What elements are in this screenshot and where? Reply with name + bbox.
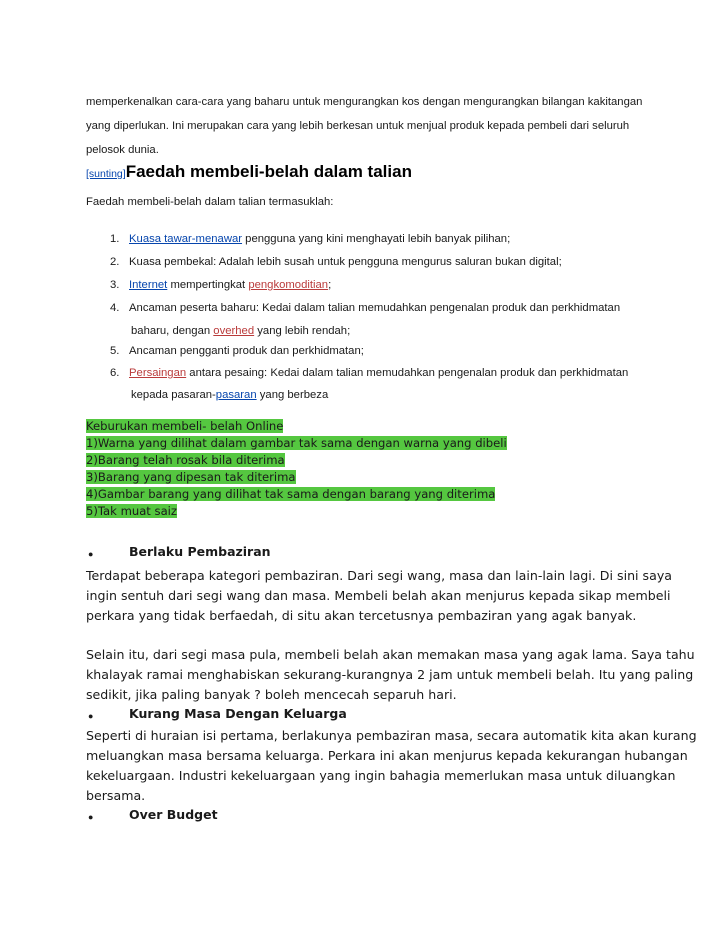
list-number: 1. — [110, 233, 120, 245]
block-heading: Berlaku Pembaziran — [129, 544, 271, 559]
block-heading: Over Budget — [129, 807, 218, 822]
list-number: 5. — [110, 345, 120, 357]
paragraph-line: Selain itu, dari segi masa pula, membeli belah akan memakan masa yang agak lama. Saya tahu — [86, 647, 695, 662]
paragraph-line: kekeluargaan. Industri kekeluargaan yang ingin bahagia memerlukan masa untuk diluangkan — [86, 768, 676, 783]
list-number: 6. — [110, 367, 120, 379]
intro-line: memperkenalkan cara-cara yang baharu untuk mengurangkan kos dengan mengurangkan bilangan kakitangan — [86, 96, 643, 108]
link-pasaran[interactable]: pasaran — [215, 389, 257, 401]
list-text: yang lebih rendah; — [254, 325, 351, 337]
section-lead: Faedah membeli-belah dalam talian termasuklah: — [86, 196, 334, 208]
list-text: mempertingkat — [167, 279, 249, 291]
drawback-item: 1)Warna yang dilihat dalam gambar tak sama dengan warna yang dibeli — [86, 436, 507, 450]
paragraph-line: khalayak ramai menghabiskan sekurang-kurangnya 2 jam untuk membeli belah. Itu yang paling — [86, 667, 694, 682]
list-number: 3. — [110, 279, 120, 291]
drawback-item: 2)Barang telah rosak bila diterima — [86, 453, 285, 467]
list-number: 4. — [110, 302, 120, 314]
list-text: kepada pasaran- — [131, 389, 216, 401]
paragraph-line: ingin sentuh dari segi wang dan masa. Membeli belah akan menjurus kepada sikap membeli — [86, 588, 671, 603]
link-overhed[interactable]: overhed — [213, 325, 255, 337]
paragraph-line: sedikit, jika paling banyak ? boleh mencecah separuh hari. — [86, 687, 457, 702]
list-text: pengguna yang kini menghayati lebih banyak pilihan; — [242, 233, 511, 245]
intro-line: pelosok dunia. — [86, 144, 159, 156]
section-heading — [86, 162, 412, 182]
list-text: ; — [328, 279, 332, 291]
bullet-icon: ● — [88, 711, 94, 721]
list-number: 2. — [110, 256, 120, 268]
drawback-item: 4)Gambar barang yang dilihat tak sama dengan barang yang diterima — [86, 487, 496, 501]
link-pengkomoditian[interactable]: pengkomoditian — [248, 279, 329, 291]
intro-line: yang diperlukan. Ini merupakan cara yang lebih berkesan untuk menjual produk kepada pembeli dari seluruh — [86, 120, 630, 132]
drawbacks-title: Keburukan membeli- belah Online — [86, 419, 284, 433]
list-text: Ancaman peserta baharu: Kedai dalam talian memudahkan pengenalan produk dan perkhidmatan — [129, 302, 621, 314]
bullet-icon: ● — [88, 812, 94, 822]
paragraph-line: bersama. — [86, 788, 146, 803]
list-text: antara pesaing: Kedai dalam talian memudahkan pengenalan produk dan perkhidmatan — [186, 367, 629, 379]
link-internet[interactable]: Internet — [129, 279, 168, 291]
bullet-icon: ● — [88, 549, 94, 559]
edit-link[interactable]: [sunting] — [86, 168, 126, 180]
section-title: Faedah membeli-belah dalam talian — [125, 162, 412, 181]
drawback-item: 5)Tak muat saiz — [86, 504, 177, 518]
list-text: Ancaman pengganti produk dan perkhidmatan; — [129, 345, 364, 357]
list-text: baharu, dengan — [131, 325, 214, 337]
link-kuasa-tawar-menawar[interactable]: Kuasa tawar-menawar — [129, 233, 243, 245]
paragraph-line: meluangkan masa bersama keluarga. Perkara ini akan menjurus kepada kekurangan hubangan — [86, 748, 688, 763]
drawback-item: 3)Barang yang dipesan tak diterima — [86, 470, 296, 484]
list-text: Kuasa pembekal: Adalah lebih susah untuk pengguna mengurus saluran bukan digital; — [129, 256, 562, 268]
link-persaingan[interactable]: Persaingan — [129, 367, 187, 379]
paragraph-line: Terdapat beberapa kategori pembaziran. Dari segi wang, masa dan lain-lain lagi. Di sini saya — [86, 568, 672, 583]
paragraph-line: Seperti di huraian isi pertama, berlakunya pembaziran masa, secara automatik kita akan kurang — [86, 728, 697, 743]
paragraph-line: perkara yang tidak berfaedah, di situ akan tercetusnya pembaziran yang agak banyak. — [86, 608, 637, 623]
list-text: yang berbeza — [256, 389, 329, 401]
block-heading: Kurang Masa Dengan Keluarga — [129, 706, 347, 721]
